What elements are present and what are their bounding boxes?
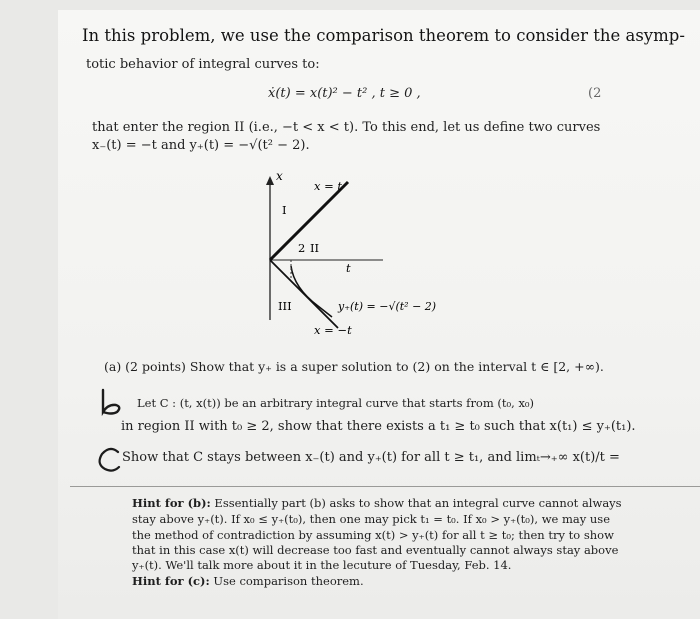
equation-number: (2 xyxy=(588,86,602,101)
lower-line-label: x = −t xyxy=(314,323,352,337)
upper-line-label: x = t xyxy=(314,179,343,193)
ode-equation: ẋ(t) = x(t)² − t² , t ≥ 0 , xyxy=(268,86,421,101)
phase-diagram xyxy=(258,168,458,348)
region-paragraph-line-1: that enter the region II (i.e., −t < x < t). To this end, let us define two curves xyxy=(92,120,601,135)
region-paragraph-line-2: x₋(t) = −t and y₊(t) = −√(t² − 2). xyxy=(92,138,310,153)
handwritten-c-mark xyxy=(96,446,124,474)
part-c: Show that C stays between x₋(t) and y₊(t) for all t ≥ t₁, and limₜ→₊∞ x(t)/t = xyxy=(122,450,620,465)
line-x-equals-t xyxy=(270,182,348,260)
intro-line-1: In this problem, we use the comparison theorem to consider the asymp- xyxy=(82,26,685,45)
hint-b-line-4: that in this case x(t) will decrease too fast and eventually cannot always stay above xyxy=(132,543,619,557)
region-II-label: II xyxy=(310,241,320,255)
hint-b-line-3: the method of contradiction by assuming x(t) > y₊(t) for all t ≥ t₀; then try to show xyxy=(132,528,614,542)
t-axis-label: t xyxy=(346,261,351,275)
intro-line-2: totic behavior of integral curves to: xyxy=(86,57,320,72)
region-I-label: I xyxy=(282,203,287,217)
x-axis-arrow xyxy=(266,176,274,185)
handwritten-b-mark xyxy=(96,388,126,418)
region-III-label: III xyxy=(278,299,292,313)
hint-b-line-1 xyxy=(132,496,622,510)
curve-label: y₊(t) = −√(t² − 2) xyxy=(338,300,437,313)
hint-c-label: Hint for (c): xyxy=(132,574,210,588)
divider xyxy=(70,486,700,487)
hint-b-line-5: y₊(t). We'll talk more about it in the lecuture of Tuesday, Feb. 14. xyxy=(132,558,512,572)
x-axis-label: x xyxy=(276,169,283,183)
hint-c-text: Use comparison theorem. xyxy=(209,574,364,588)
y-plus-curve xyxy=(291,266,332,317)
part-b-line-1: Let C : (t, x(t)) be an arbitrary integral curve that starts from (t₀, x₀) xyxy=(137,396,535,410)
part-b-line-2: in region II with t₀ ≥ 2, show that there exists a t₁ ≥ t₀ such that x(t₁) ≤ y₊(t₁). xyxy=(121,419,636,434)
hint-b-line-2: stay above y₊(t). If x₀ ≤ y₊(t₀), then one may pick t₁ = t₀. If x₀ > y₊(t₀), we may use xyxy=(132,512,611,526)
hint-b-label: Hint for (b): xyxy=(132,496,211,510)
part-a: (a) (2 points) Show that y₊ is a super solution to (2) on the interval t ∈ [2, +∞). xyxy=(104,359,604,374)
hint-b-text-1: Essentially part (b) asks to show that an integral curve cannot always xyxy=(210,496,622,510)
tick-2-label: 2 xyxy=(298,241,306,255)
hint-c-line xyxy=(132,574,364,588)
